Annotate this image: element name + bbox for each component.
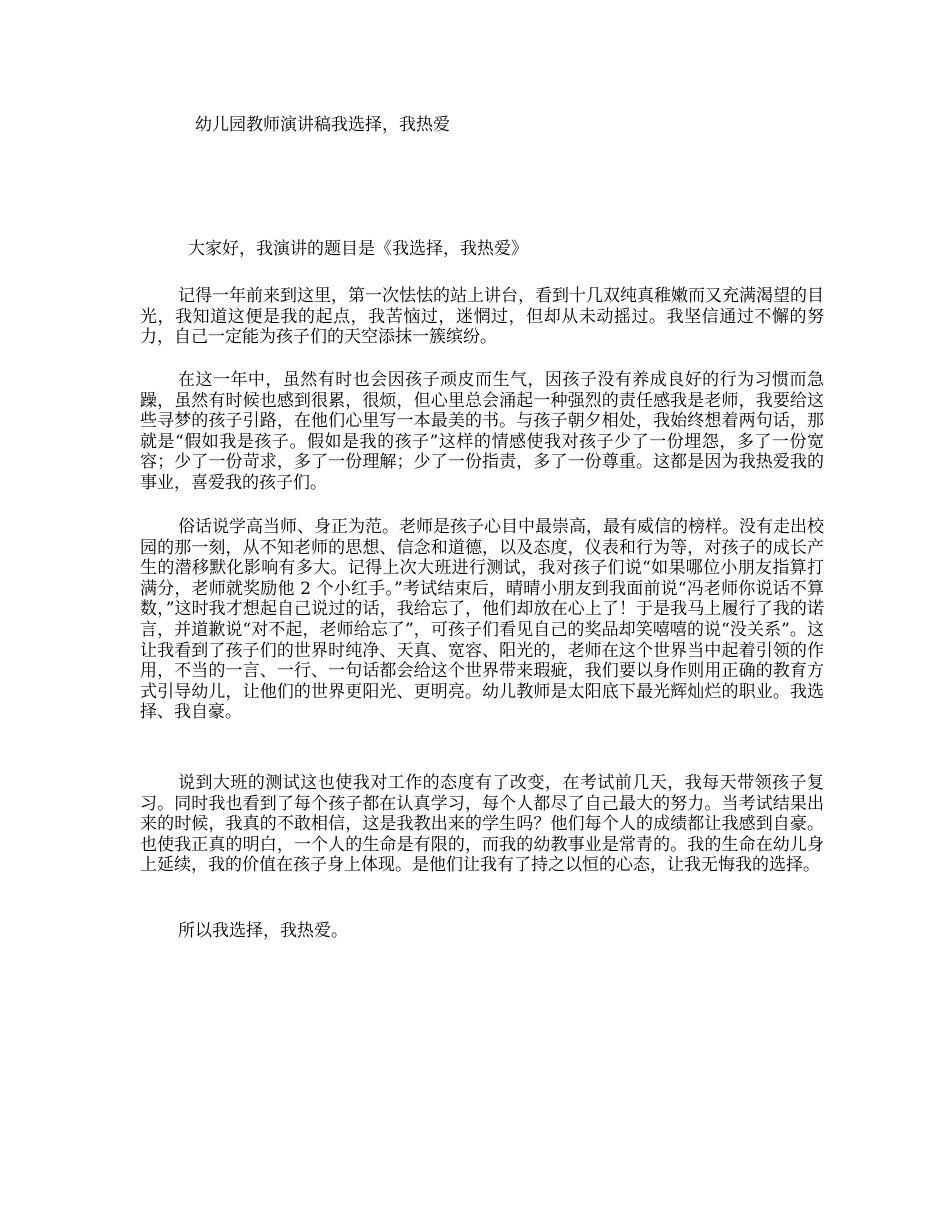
- paragraph: 记得一年前来到这里，第一次怯怯的站上讲台，看到十几双纯真稚嫩而又充满渴望的目光，我知道这便是我的起点，我苦恼过，迷惘过，但却从未动摇过。我坚信通过不懈的努力，自己一定能为孩子们的天空添抹一簇缤纷。: [140, 286, 824, 348]
- paragraph: 在这一年中，虽然有时也会因孩子顽皮而生气，因孩子没有养成良好的行为习惯而急躁，虽然有时候也感到很累，很烦，但心里总会涌起一种强烈的责任感我是老师，我要给这些寻梦的孩子引路，在他们心里写一本最美的书。与孩子朝夕相处，我始终想着两句话，那就是“假如我是孩子。假如是我的孩子”这样的情感使我对孩子少了一份埋怨，多了一份宽容；少了一份苛求，多了一份理解；少了一份指责，多了一份尊重。这都是因为我热爱我的事业，喜爱我的孩子们。: [140, 370, 824, 493]
- speech-greeting: 大家好，我演讲的题目是《我选择，我热爱》: [188, 239, 528, 259]
- paragraph: 俗话说学高当师、身正为范。老师是孩子心目中最崇高，最有威信的榜样。没有走出校园的那一刻，从不知老师的思想、信念和道德，以及态度，仪表和行为等，对孩子的成长产生的潜移默化影响有多大。记得上次大班进行测试，我对孩子们说“如果哪位小朋友指算打满分，老师就奖励他 2 个小红手。”考试结束后，晴晴小朋友到我面前说“冯老师你说话不算数，”这时我才想起自己说过的话，我给忘了，他们却放在心上了！于是我马上履行了我的诺言，并道歉说“对不起，老师给忘了”，可孩子们看见自己的奖品却笑嘻嘻的说“没关系”。这让我看到了孩子们的世界时纯净、天真、宽容、阳光的，老师在这个世界当中起着引领的作用，不当的一言、一行、一句话都会给这个世界带来瑕疵，我们要以身作则用正确的教育方式引导幼儿，让他们的世界更阳光、更明亮。幼儿教师是太阳底下最光辉灿烂的职业。我选择、我自豪。: [140, 517, 824, 723]
- paragraph: 说到大班的测试这也使我对工作的态度有了改变，在考试前几天，我每天带领孩子复习。同时我也看到了每个孩子都在认真学习，每个人都尽了自己最大的努力。当考试结果出来的时候，我真的不敢相信，这是我教出来的学生吗？他们每个人的成绩都让我感到自豪。也使我正真的明白，一个人的生命是有限的，而我的幼教事业是常青的。我的生命在幼儿身上延续，我的价值在孩子身上体现。是他们让我有了持之以恒的心态，让我无悔我的选择。: [140, 773, 824, 876]
- document-title: 幼儿园教师演讲稿我选择，我热爱: [195, 115, 450, 135]
- closing-paragraph: 所以我选择，我热爱。: [178, 921, 348, 941]
